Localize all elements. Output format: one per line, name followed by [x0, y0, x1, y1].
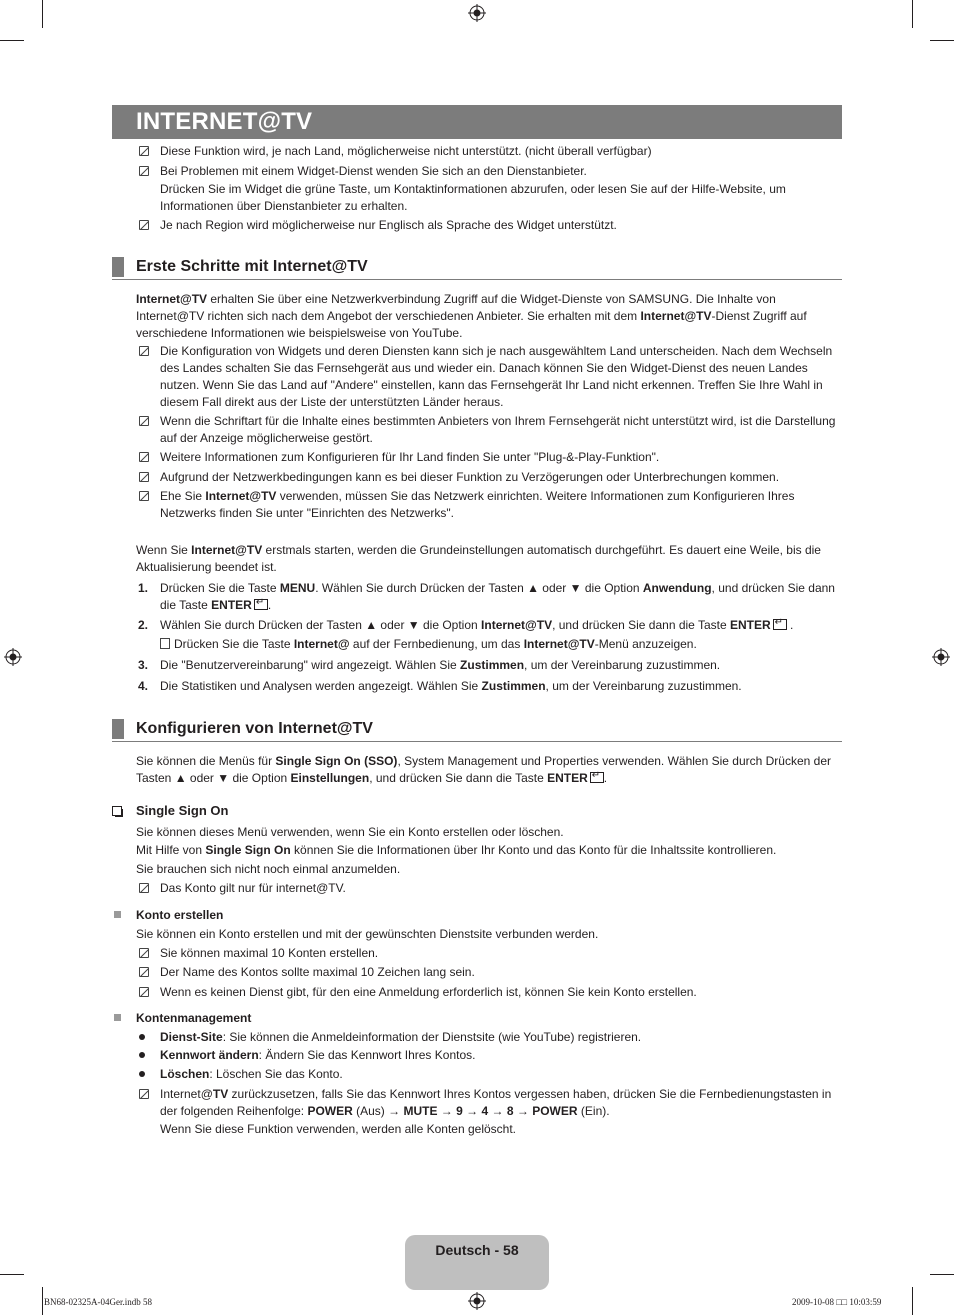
section-title: Erste Schritte mit Internet@TV	[136, 258, 368, 275]
subheading: Konto erstellen	[136, 908, 224, 922]
bullet-icon	[139, 1071, 145, 1077]
crop-mark	[930, 40, 954, 41]
step-number: 1.	[138, 581, 149, 595]
paragraph	[136, 542, 836, 576]
note-text: Je nach Region wird möglicherweise nur Englisch als Sprache des Widget unterstützt.	[160, 218, 617, 232]
page-number-tab	[405, 1235, 549, 1290]
bold-text: ENTER	[729, 618, 771, 632]
note-text: Ehe Sie	[160, 489, 206, 503]
registration-mark-icon	[468, 4, 486, 22]
note-text: verwenden, müssen Sie das Netzwerk einrichten. Weitere Informationen zum Konfigurieren Ihres Netzwerks finden Sie unter "Einrichten des Netzwerks".	[160, 489, 795, 520]
bold-text: POWER	[532, 1104, 578, 1118]
text: Internet@	[160, 1087, 213, 1101]
section-bar	[112, 719, 124, 739]
bullet-item	[136, 1029, 836, 1046]
subheading: Kontenmanagement	[136, 1011, 252, 1025]
note	[136, 984, 836, 1001]
text: →	[462, 1104, 482, 1118]
text: -Dienst Zugriff auf verschiedene Informationen wie beispielsweise von YouTube.	[136, 309, 807, 340]
bullet-icon	[139, 1034, 145, 1040]
bold-text: Zustimmen	[481, 679, 546, 693]
note	[136, 945, 836, 962]
enter-key-icon	[590, 772, 604, 783]
text: . Wählen Sie durch Drücken der Tasten ▲ oder ▼ die Option	[315, 581, 643, 595]
bold-text: Internet@	[293, 637, 350, 651]
text: Drücken Sie die Taste	[160, 581, 280, 595]
crop-mark	[0, 40, 24, 41]
paragraph: Sie können dieses Menü verwenden, wenn Sie ein Konto erstellen oder löschen.	[136, 825, 564, 839]
text: auf der Fernbedienung, um das	[349, 637, 524, 651]
note	[136, 488, 836, 522]
section-bar	[112, 257, 124, 277]
note-continuation	[136, 181, 836, 198]
bold-text: 4	[481, 1104, 489, 1118]
text: →	[513, 1104, 533, 1118]
text: Wenn Sie	[136, 543, 192, 557]
registration-mark-icon	[468, 1292, 486, 1310]
note-text: Die Konfiguration von Widgets und deren Diensten kann sich je nach ausgewähltem Land unterscheiden. Nach dem Wechseln des Landes schalten Sie das Fernsehgerät aus und wieder ein. Danach können Sie den Widget-Dienst des neuen Landes nutzen. Wenn Sie das Land auf "Andere" einstellen, kann das Fernsehgerät Ihr Land nicht erkennen. Treffen Sie Ihre Wahl in diesem Fall direkt aus der Liste der unterstützten Länder heraus.	[160, 344, 833, 409]
step-1	[136, 580, 836, 614]
text: : Sie können die Anmeldeinformation der Dienstsite (wie YouTube) registrieren.	[222, 1030, 642, 1044]
text: , und drücken Sie dann die Taste	[552, 618, 730, 632]
text: (Aus) →	[352, 1104, 404, 1118]
step-2	[136, 617, 836, 634]
text: -Menü anzuzeigen.	[594, 637, 697, 651]
note	[136, 343, 836, 411]
bold-text: Internet@TV	[136, 292, 208, 306]
text: .	[786, 618, 794, 632]
bold-text: Einstellungen	[290, 771, 370, 785]
bold-text: TV	[212, 1087, 229, 1101]
print-timestamp: 2009-10-08 □□ 10:03:59	[792, 1297, 882, 1307]
registration-mark-icon	[932, 648, 950, 666]
text: Die "Benutzervereinbarung" wird angezeigt. Wählen Sie	[160, 658, 461, 672]
step-number: 4.	[138, 679, 149, 693]
crop-mark	[930, 1274, 954, 1275]
note-icon	[139, 967, 149, 977]
text: , und drücken Sie dann die Taste	[369, 771, 548, 785]
bullet-item	[136, 1066, 836, 1083]
text: können Sie die Informationen über Ihr Konto und das Konto für die Inhaltssite kontrollieren.	[290, 843, 777, 857]
note-icon	[139, 491, 149, 501]
crop-mark	[42, 1287, 43, 1315]
note-text: Aufgrund der Netzwerkbedingungen kann es bei dieser Funktion zu Verzögerungen oder Unterbrechungen kommen.	[160, 470, 780, 484]
text: .	[603, 771, 608, 785]
bold-text: MUTE	[403, 1104, 438, 1118]
bold-text: 9	[456, 1104, 463, 1118]
bold-text: Internet@TV	[205, 489, 277, 503]
crop-mark	[42, 0, 43, 28]
crop-mark	[912, 0, 913, 28]
note-text: Diese Funktion wird, je nach Land, möglicherweise nicht unterstützt. (nicht überall verfügbar)	[160, 144, 652, 158]
step-3	[136, 657, 836, 674]
note	[136, 469, 836, 486]
crop-mark	[912, 1287, 913, 1315]
bold-text: Löschen	[160, 1067, 210, 1081]
bold-text: Zustimmen	[460, 658, 525, 672]
paragraph	[136, 753, 836, 787]
section-heading	[112, 717, 842, 742]
note-icon	[139, 220, 149, 230]
text: erhalten Sie über eine Netzwerkverbindung Zugriff auf die Widget-Dienste von SAMSUNG. Die Inhalte von Internet@TV richten sich nach dem Angebot der verschiedenen Anbieter. Sie erhalten mit dem	[136, 292, 776, 323]
note	[136, 163, 836, 180]
note	[136, 413, 836, 447]
title-bar	[112, 105, 842, 139]
paragraph: Sie brauchen sich nicht noch einmal anzumelden.	[136, 862, 401, 876]
note-icon	[139, 166, 149, 176]
note	[136, 964, 836, 981]
paragraph: Sie können ein Konto erstellen und mit der gewünschten Dienstsite verbunden werden.	[136, 927, 599, 941]
note-text: Das Konto gilt nur für internet@TV.	[160, 881, 346, 895]
square-bullet-icon	[114, 911, 121, 918]
note-icon	[139, 883, 149, 893]
step-2-tip	[136, 636, 836, 653]
note	[136, 1086, 836, 1120]
note	[136, 880, 836, 897]
note-icon	[139, 346, 149, 356]
text: , um der Vereinbarung zuzustimmen.	[545, 679, 742, 693]
step-4	[136, 678, 836, 695]
bold-text: Internet@TV	[481, 618, 553, 632]
note-text: Drücken Sie im Widget die grüne Taste, um Kontaktinformationen abzurufen, oder lesen Sie auf der Hilfe-Website, um	[160, 182, 786, 196]
bold-text: Internet@TV	[191, 543, 263, 557]
note	[136, 449, 836, 466]
print-file-name: BN68-02325A-04Ger.indb 58	[44, 1297, 152, 1307]
bullet-item	[136, 1047, 836, 1064]
text: Sie können die Menüs für	[136, 754, 276, 768]
bullet-icon	[139, 1052, 145, 1058]
checkbox-bullet-icon	[112, 806, 122, 816]
text: .	[267, 598, 272, 612]
text: Wählen Sie durch Drücken der Tasten ▲ oder ▼ die Option	[160, 618, 482, 632]
bold-text: Dienst-Site	[160, 1030, 223, 1044]
subheading: Single Sign On	[136, 803, 229, 818]
text: Drücken Sie die Taste	[174, 637, 294, 651]
text: , und drücken Sie dann die Taste	[160, 581, 835, 612]
step-number: 2.	[138, 618, 149, 632]
note-continuation	[136, 198, 836, 215]
note-icon	[139, 452, 149, 462]
square-bullet-icon	[114, 1014, 121, 1021]
crop-mark	[0, 1274, 24, 1275]
page-number: Deutsch - 58	[435, 1242, 519, 1258]
text: zurückzusetzen, falls Sie das Kennwort Ihres Kontos vergessen haben, drücken Sie die Fernbedienungstasten in der folgenden Reihenfolge:	[160, 1087, 832, 1118]
text: : Ändern Sie das Kennwort Ihres Kontos.	[258, 1048, 476, 1062]
note-text: Der Name des Kontos sollte maximal 10 Zeichen lang sein.	[160, 965, 475, 979]
enter-key-icon	[773, 619, 787, 630]
text: erstmals starten, werden die Grundeinstellungen automatisch durchgeführt. Es dauert eine Weile, bis die Aktualisierung beendet ist.	[136, 543, 821, 574]
registration-mark-icon	[4, 648, 22, 666]
bold-text: Internet@TV	[523, 637, 595, 651]
bold-text: Kennwort ändern	[160, 1048, 259, 1062]
paragraph	[136, 842, 836, 859]
text: (Ein).	[577, 1104, 610, 1118]
bold-text: Single Sign On	[205, 843, 291, 857]
bold-text: ENTER	[211, 598, 252, 612]
enter-key-icon	[254, 599, 268, 610]
bold-text: ENTER	[547, 771, 588, 785]
note-icon	[139, 987, 149, 997]
text: Mit Hilfe von	[136, 843, 206, 857]
text: Die Statistiken und Analysen werden angezeigt. Wählen Sie	[160, 679, 482, 693]
text: →	[437, 1104, 457, 1118]
note-icon	[139, 146, 149, 156]
note-text: Sie können maximal 10 Konten erstellen.	[160, 946, 379, 960]
step-number: 3.	[138, 658, 149, 672]
paragraph	[136, 291, 836, 342]
text: , System Management und Properties verwenden. Wählen Sie durch Drücken der Tasten ▲ oder ▼ die Option	[136, 754, 831, 785]
note	[136, 143, 836, 160]
section-title: Konfigurieren von Internet@TV	[136, 720, 373, 737]
bold-text: POWER	[307, 1104, 353, 1118]
note-text: Bei Problemen mit einem Widget-Dienst wenden Sie sich an den Dienstanbieter.	[160, 164, 587, 178]
text: →	[488, 1104, 507, 1118]
note-icon	[139, 416, 149, 426]
note-icon	[139, 472, 149, 482]
note-text: Wenn es keinen Dienst gibt, für den eine Anmeldung erforderlich ist, können Sie kein Konto erstellen.	[160, 985, 697, 999]
note-icon	[139, 948, 149, 958]
note-icon	[139, 1089, 149, 1099]
bold-text: 8	[506, 1104, 514, 1118]
note-text: Weitere Informationen zum Konfigurieren für Ihr Land finden Sie unter "Plug-&-Play-Funktion".	[160, 450, 660, 464]
bold-text: MENU	[279, 581, 316, 595]
note	[136, 217, 836, 234]
section-heading	[112, 255, 842, 280]
note-text: Wenn die Schriftart für die Inhalte eines bestimmten Anbieters von Ihrem Fernsehgerät nicht unterstützt wird, ist die Darstellung auf der Anzeige möglicherweise gestört.	[160, 414, 836, 445]
bold-text: Internet@TV	[640, 309, 712, 323]
note-text: Informationen über Dienstanbieter zu erhalten.	[160, 199, 408, 213]
text: : Löschen Sie das Konto.	[209, 1067, 343, 1081]
bold-text: Single Sign On (SSO)	[275, 754, 398, 768]
bold-text: Anwendung	[642, 581, 712, 595]
page-title: INTERNET@TV	[136, 108, 313, 135]
text: , um der Vereinbarung zuzustimmen.	[524, 658, 721, 672]
note-continuation: Wenn Sie diese Funktion verwenden, werden alle Konten gelöscht.	[160, 1122, 516, 1136]
remote-tip-icon	[160, 638, 170, 649]
